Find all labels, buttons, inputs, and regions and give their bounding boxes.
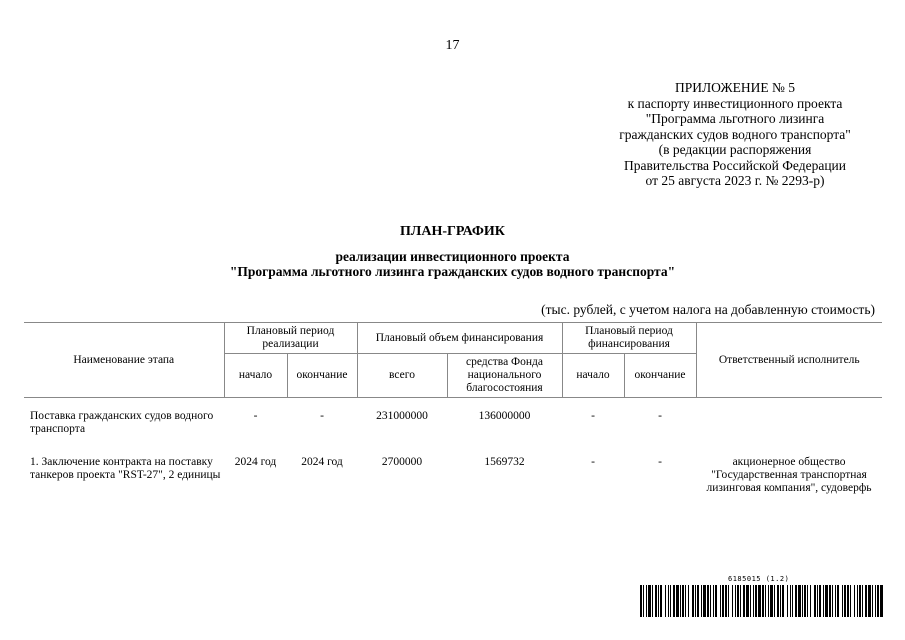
header-end: окончание	[287, 354, 357, 398]
appendix-line: гражданских судов водного транспорта"	[619, 126, 851, 142]
table-row	[24, 456, 882, 495]
cell-start: 2024 год	[234, 456, 277, 468]
appendix-line: от 25 августа 2023 г. № 2293-р)	[645, 173, 825, 188]
cell-fin-end: -	[658, 410, 662, 422]
document-subtitle	[0, 249, 905, 279]
header-financing-period: Плановый период финансирования	[562, 323, 696, 354]
table-row	[24, 410, 882, 456]
cell-total: 2700000	[381, 456, 423, 468]
cell-fund: 1569732	[484, 456, 525, 468]
header-planned-period: Плановый период реализации	[224, 323, 357, 354]
barcode-bars	[640, 585, 885, 617]
header-stage-name: Наименование этапа	[24, 323, 224, 398]
appendix-line: (в редакции распоряжения	[658, 142, 812, 157]
cell-stage-name: 1. Заключение контракта на поставку танкеров проекта "RST-27", 2 единицы	[30, 456, 221, 481]
cell-fin-start: -	[591, 456, 595, 468]
appendix-line: к паспорту инвестиционного проекта	[627, 95, 843, 111]
barcode	[640, 575, 885, 617]
cell-total: 231000000	[376, 410, 428, 422]
cell-start: -	[253, 410, 258, 422]
cell-fin-end: -	[658, 456, 662, 468]
barcode-gap	[883, 585, 884, 617]
page-number: 17	[445, 38, 460, 53]
cell-fund: 136000000	[478, 410, 531, 422]
cell-stage-name: Поставка гражданских судов водного транспорта	[30, 410, 214, 435]
cell-responsible: акционерное общество "Государственная транспортная лизинговая компания", судоверфь	[706, 456, 872, 494]
appendix-block	[585, 80, 885, 189]
barcode-label: 6185015 (1.2)	[728, 575, 790, 583]
appendix-line: ПРИЛОЖЕНИЕ № 5	[674, 80, 796, 95]
header-fin-end: окончание	[624, 354, 696, 398]
cell-fin-start: -	[591, 410, 595, 422]
appendix-line: Правительства Российской Федерации	[624, 157, 846, 173]
plan-table	[24, 322, 882, 495]
header-fund: средства Фонда национального благосостояния	[447, 354, 562, 398]
appendix-line: "Программа льготного лизинга	[645, 111, 825, 126]
header-total: всего	[357, 354, 447, 398]
header-start: начало	[224, 354, 287, 398]
cell-end: 2024 год	[301, 456, 343, 468]
cell-responsible	[696, 410, 882, 456]
subtitle-line-1: реализации инвестиционного проекта	[335, 249, 570, 264]
subtitle-line-2: "Программа льготного лизинга гражданских судов водного транспорта"	[229, 264, 676, 279]
document-title: ПЛАН-ГРАФИК	[400, 224, 505, 239]
header-fin-start: начало	[562, 354, 624, 398]
units-note: (тыс. рублей, с учетом налога на добавленную стоимость)	[541, 302, 875, 317]
header-planned-volume: Плановый объем финансирования	[357, 323, 562, 354]
cell-end: -	[320, 410, 324, 422]
header-responsible: Ответственный исполнитель	[696, 323, 882, 398]
